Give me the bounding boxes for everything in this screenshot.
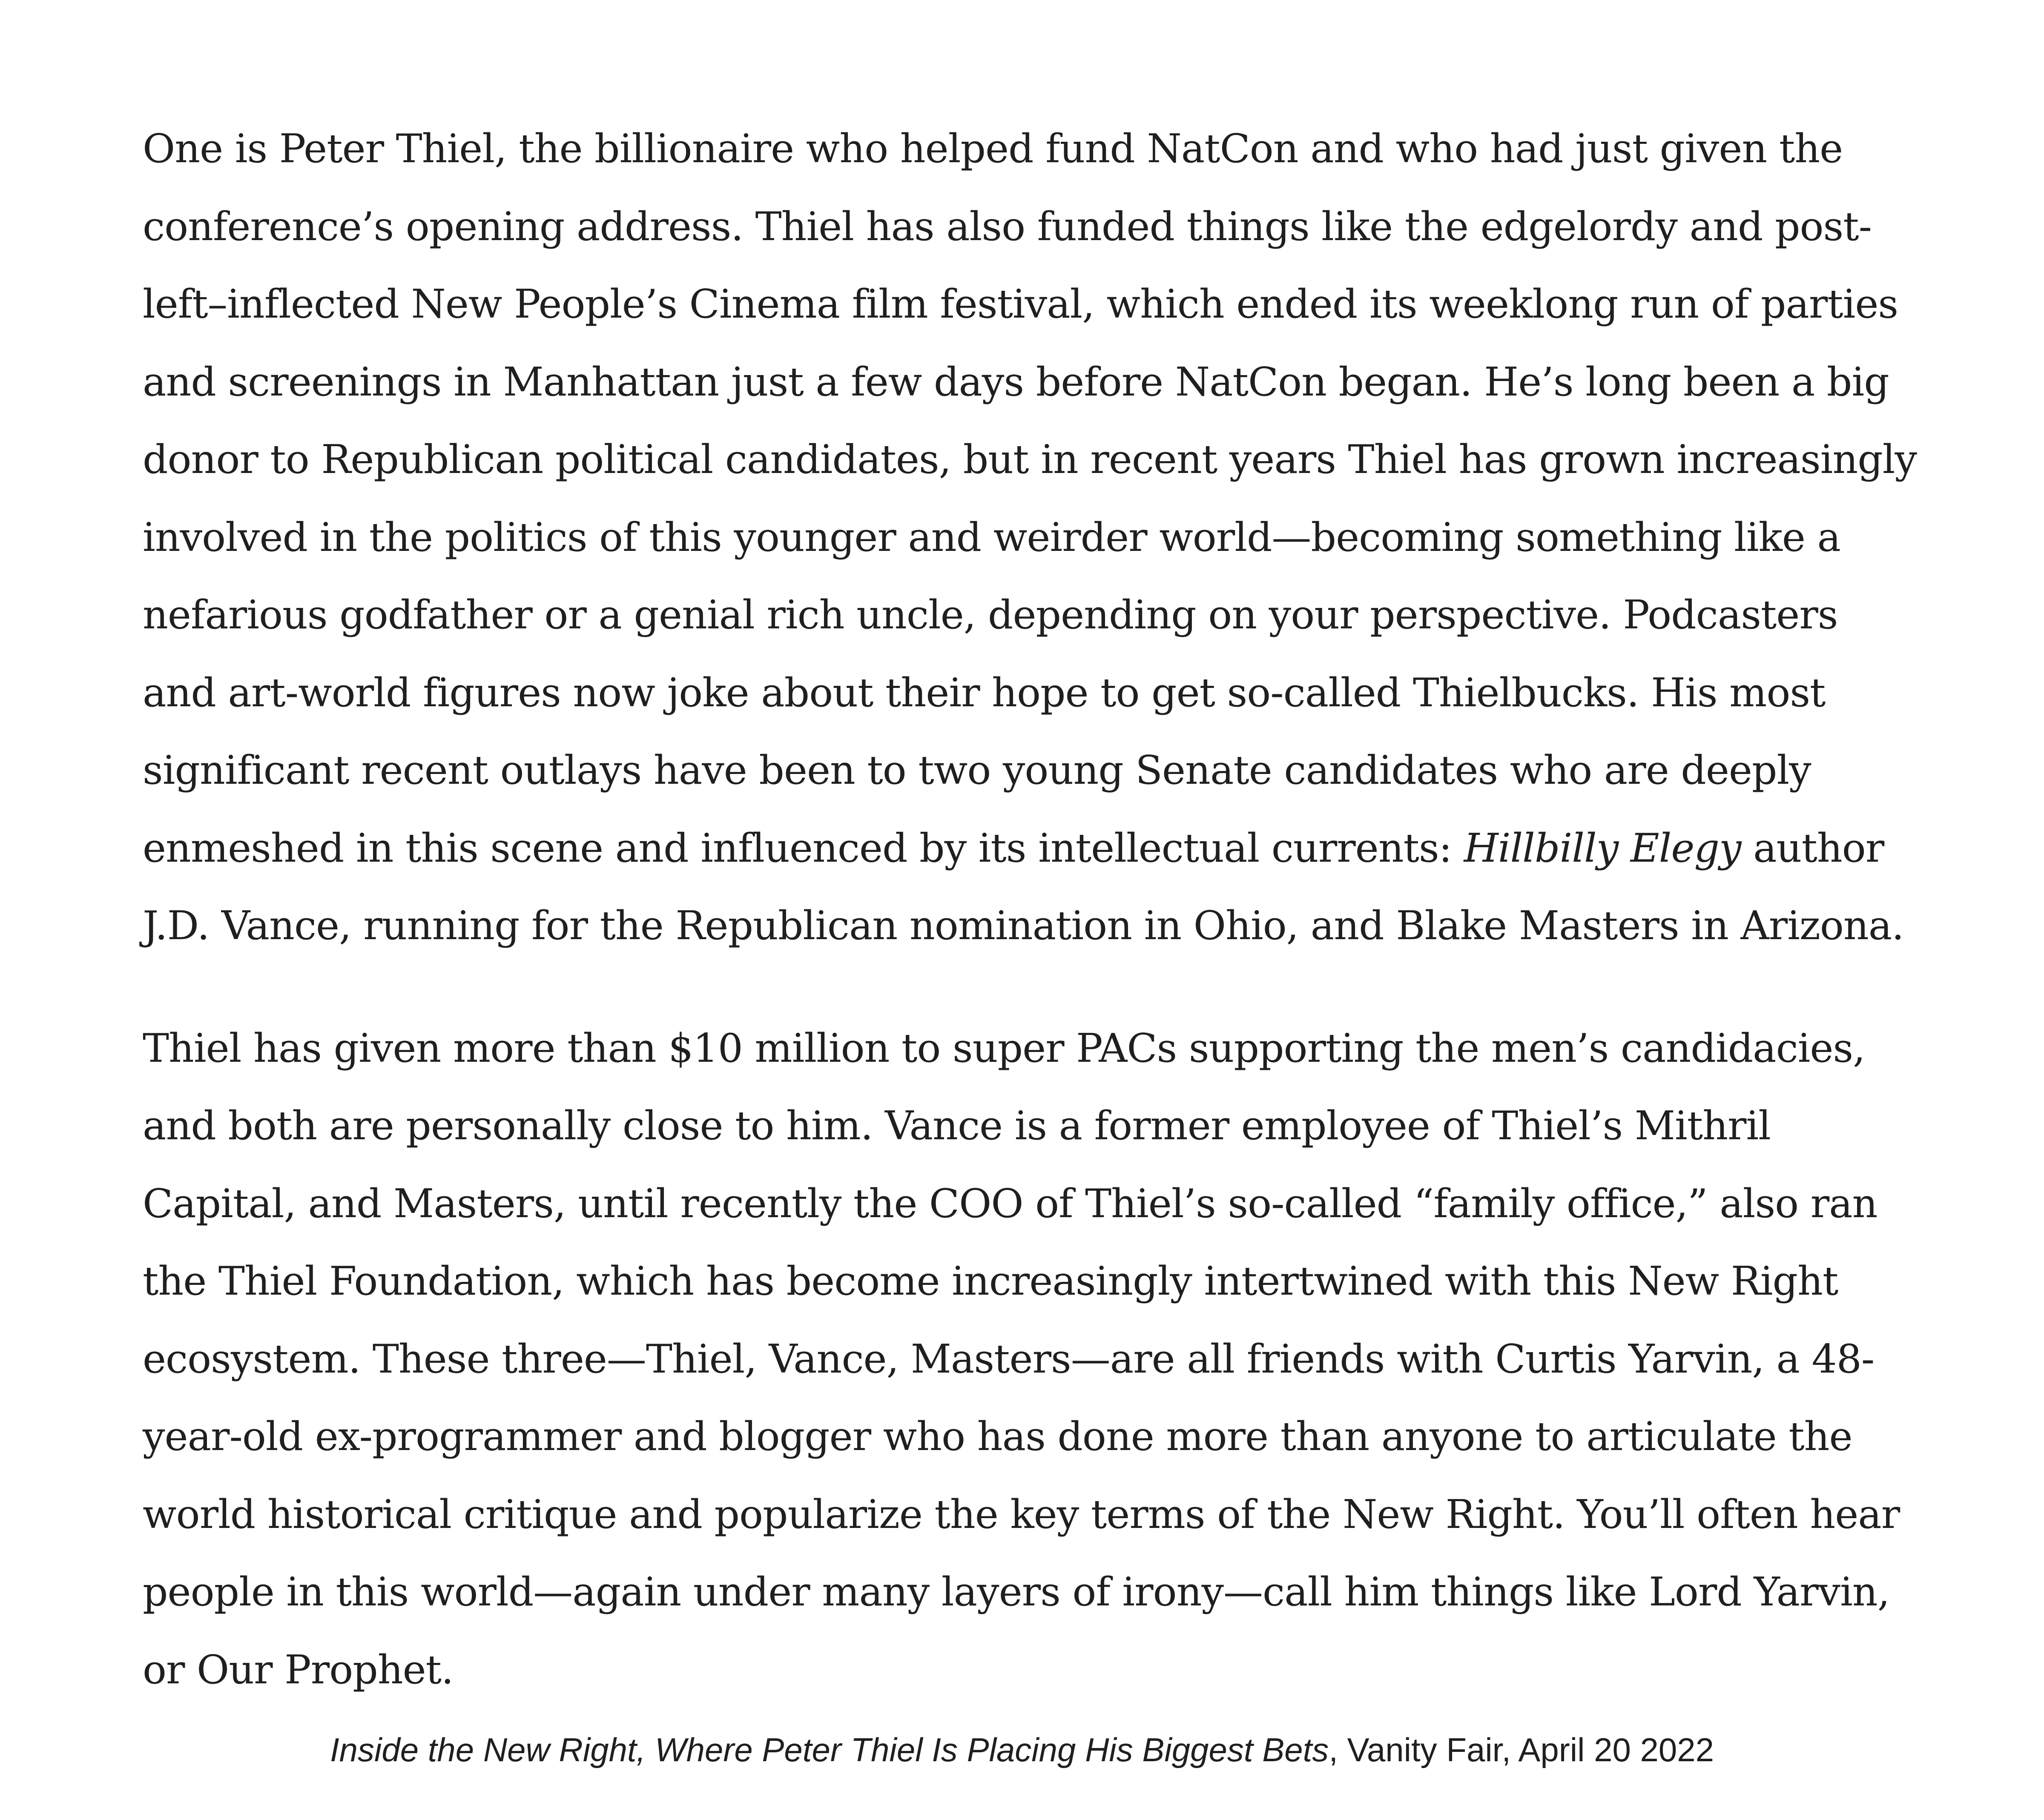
book-title: Hillbilly Elegy bbox=[1464, 825, 1741, 871]
paragraph-1-text: One is Peter Thiel, the billionaire who helped fund NatCon and who had just given the conference’s opening address. Thiel has also funded things like the edgelordy and post-left–inflected New People’s Cinema film festival, which ended its weeklong run of parties and screenings in Manhattan just a few days before NatCon began. He’s long been a big donor to Republican political candidates, but in recent years Thiel has grown increasingly involved in the politics of this younger and weirder world—becoming something like a nefarious godfather or a genial rich uncle, depending on your perspective. Podcasters and art-world figures now joke about their hope to get so-called Thielbucks. His most significant recent outlays have been to two young Senate candidates who are deeply enmeshed in this scene and influenced by its intellectual currents: bbox=[143, 126, 1917, 871]
paragraph-1 bbox=[143, 110, 1918, 965]
paragraph-1-text-end: author J.D. Vance, running for the Republican nomination in Ohio, and Blake Masters in Arizona. bbox=[143, 825, 1904, 949]
paragraph-2: Thiel has given more than $10 million to super PACs supporting the men’s candidacies, and both are personally close to him. Vance is a former employee of Thiel’s Mithril Capital, and Masters, until recently the COO of Thiel’s so-called “family office,” also ran the Thiel Foundation, which has become increasingly intertwined with this New Right ecosystem. These three—Thiel, Vance, Masters—are all friends with Curtis Yarvin, a 48-year-old ex-programmer and blogger who has done more than anyone to articulate the world historical critique and popularize the key terms of the New Right. You’ll often hear people in this world—again under many layers of irony—call him things like Lord Yarvin, or Our Prophet. bbox=[143, 1025, 1900, 1693]
caption-source: , Vanity Fair, April 20 2022 bbox=[1329, 1731, 1714, 1768]
caption-article-title: Inside the New Right, Where Peter Thiel Is Placing His Biggest Bets bbox=[330, 1731, 1329, 1768]
source-caption bbox=[0, 1728, 2044, 1771]
article-body bbox=[143, 110, 1918, 1708]
